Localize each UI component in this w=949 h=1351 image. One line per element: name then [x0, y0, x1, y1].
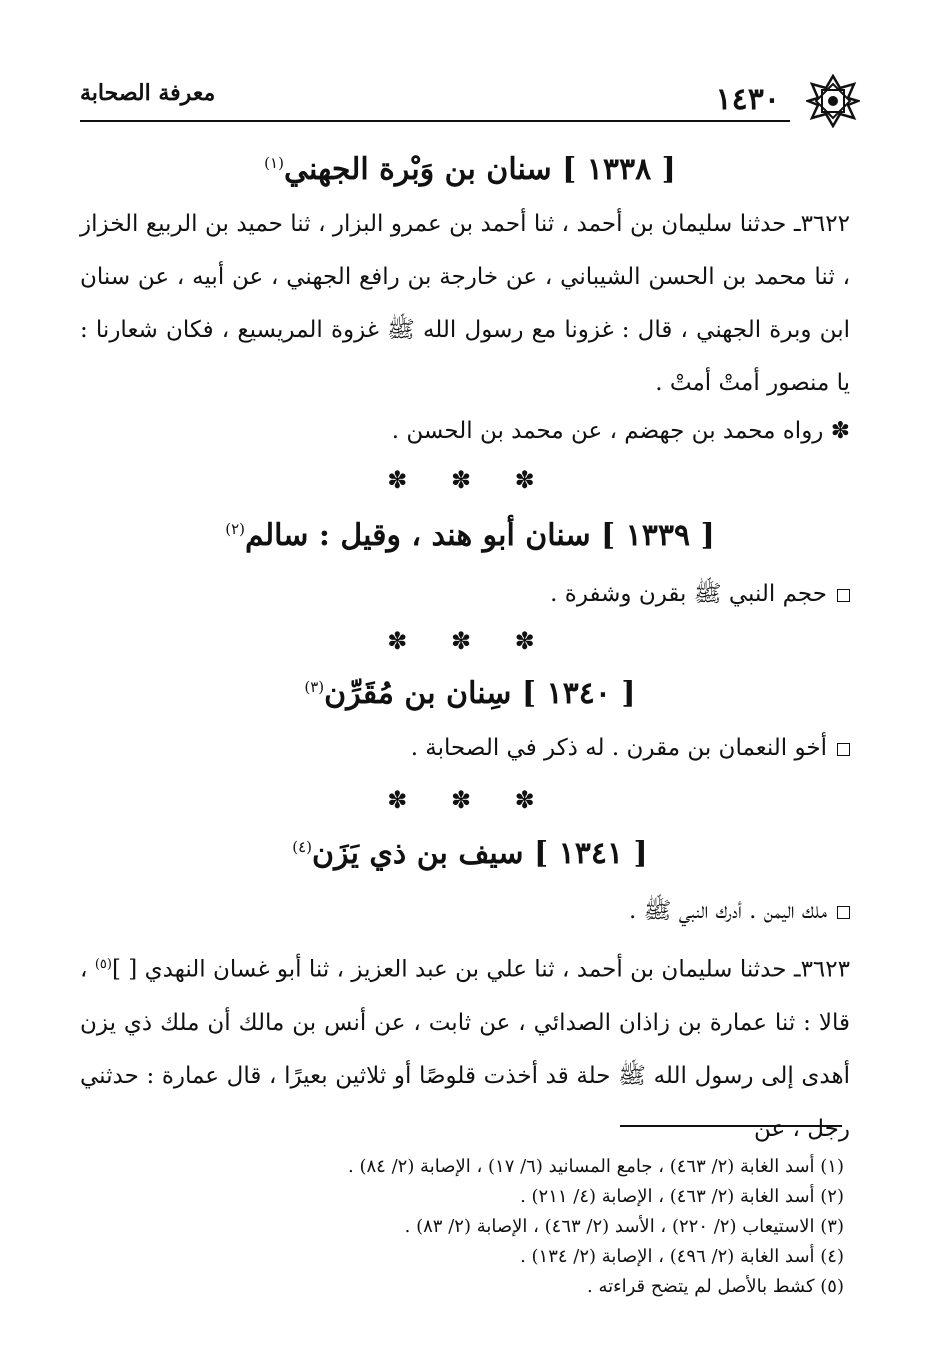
entry-note-1341	[629, 896, 850, 930]
footnote-item: (٣) الاستيعاب (٢/ ٢٢٠) ، الأسد (٢/ ٤٦٣) ، الإصابة (٢/ ٨٣) .	[404, 1216, 844, 1237]
narration-note: ✽ رواه محمد بن جهضم ، عن محمد بن الحسن .	[391, 418, 850, 444]
footnote-item: (٤) أسد الغابة (٢/ ٤٩٦) ، الإصابة (٢/ ١٣٤) .	[520, 1246, 844, 1267]
hadith-3623-start: ٣٦٢٣ـ حدثنا سليمان بن أحمد ، ثنا علي بن عبد العزيز ، ثنا أبو غسان النهدي [ ]	[111, 956, 850, 983]
footnote-item: (٥) كشط بالأصل لم يتضح قراءته .	[587, 1276, 844, 1297]
entry-title-1338	[80, 152, 860, 187]
octagram-ornament-icon	[806, 74, 860, 128]
hadith-3622: ٣٦٢٢ـ حدثنا سليمان بن أحمد ، ثنا أحمد بن عمرو البزار ، ثنا حميد بن الربيع الخزاز ، ثنا محمد بن الحسن الشيباني ، عن خارجة بن رافع الجهني ، عن أبيه ، عن سنان ابن وبرة الجهني ، قال : غزونا مع رسول الله ﷺ غزوة المريسيع ، فكان شعارنا : يا منصور أمتْ أمتْ .	[80, 211, 850, 396]
footnote-rule	[620, 1125, 842, 1127]
footnote-ref: (٤)	[292, 838, 313, 856]
entry-title-text: [ ١٣٣٩ ] سنان أبو هند ، وقيل : سالم	[245, 518, 715, 553]
page-header	[80, 64, 860, 134]
entry-note-text: حجم النبي ﷺ بقرن وشفرة .	[550, 581, 827, 607]
entry-title-text: [ ١٣٤١ ] سيف بن ذي يَزَن	[312, 836, 648, 871]
square-bullet-icon	[837, 589, 850, 602]
footnote-ref: (٣)	[304, 678, 325, 696]
entry-note-text: ملك اليمن . أدرك النبي ﷺ .	[628, 898, 827, 924]
footnote-ref: (٢)	[225, 520, 246, 538]
entry-note-text: أخو النعمان بن مقرن . له ذكر في الصحابة .	[410, 735, 827, 761]
footnote-item: (٢) أسد الغابة (٢/ ٤٦٣) ، الإصابة (٤/ ٢١١) .	[520, 1186, 844, 1207]
entry-title-text: [ ١٣٤٠ ] سِنان بن مُقَرِّن	[324, 676, 636, 711]
footnote-item: (١) أسد الغابة (٢/ ٤٦٣) ، جامع المسانيد (٦/ ١٧) ، الإصابة (٢/ ٨٤) .	[348, 1156, 844, 1177]
page-number: ١٤٣٠	[715, 82, 780, 117]
section-separator: ✽ ✽ ✽	[387, 627, 553, 655]
square-bullet-icon	[837, 743, 850, 756]
footnote-ref: (١)	[264, 154, 284, 172]
section-separator: ✽ ✽ ✽	[387, 466, 553, 494]
hadith-3623	[80, 938, 850, 1156]
footnote-ref: (٥)	[94, 957, 112, 972]
entry-title-1339	[80, 518, 860, 553]
entry-title-1340	[80, 676, 860, 711]
section-separator: ✽ ✽ ✽	[387, 786, 553, 814]
entry-note-1340	[411, 735, 850, 761]
footnotes	[144, 1152, 844, 1302]
running-title: معرفة الصحابة	[80, 80, 216, 106]
hadith-3623-rest: ، قالا : ثنا عمارة بن زاذان الصدائي ، عن ثابت ، عن أنس بن مالك أن ملك ذي يزن أهدى إلى رسول الله ﷺ حلة قد أخذت قلوصًا أو ثلاثين بعيرًا ، قال عمارة : حدثني رجل ، عن	[80, 956, 850, 1142]
entry-note-1339	[550, 579, 850, 613]
header-rule	[80, 120, 790, 122]
square-bullet-icon	[837, 906, 850, 919]
entry-title-text: [ ١٣٣٨ ] سنان بن وَبْرة الجهني	[283, 152, 676, 187]
entry-title-1341	[80, 836, 860, 871]
